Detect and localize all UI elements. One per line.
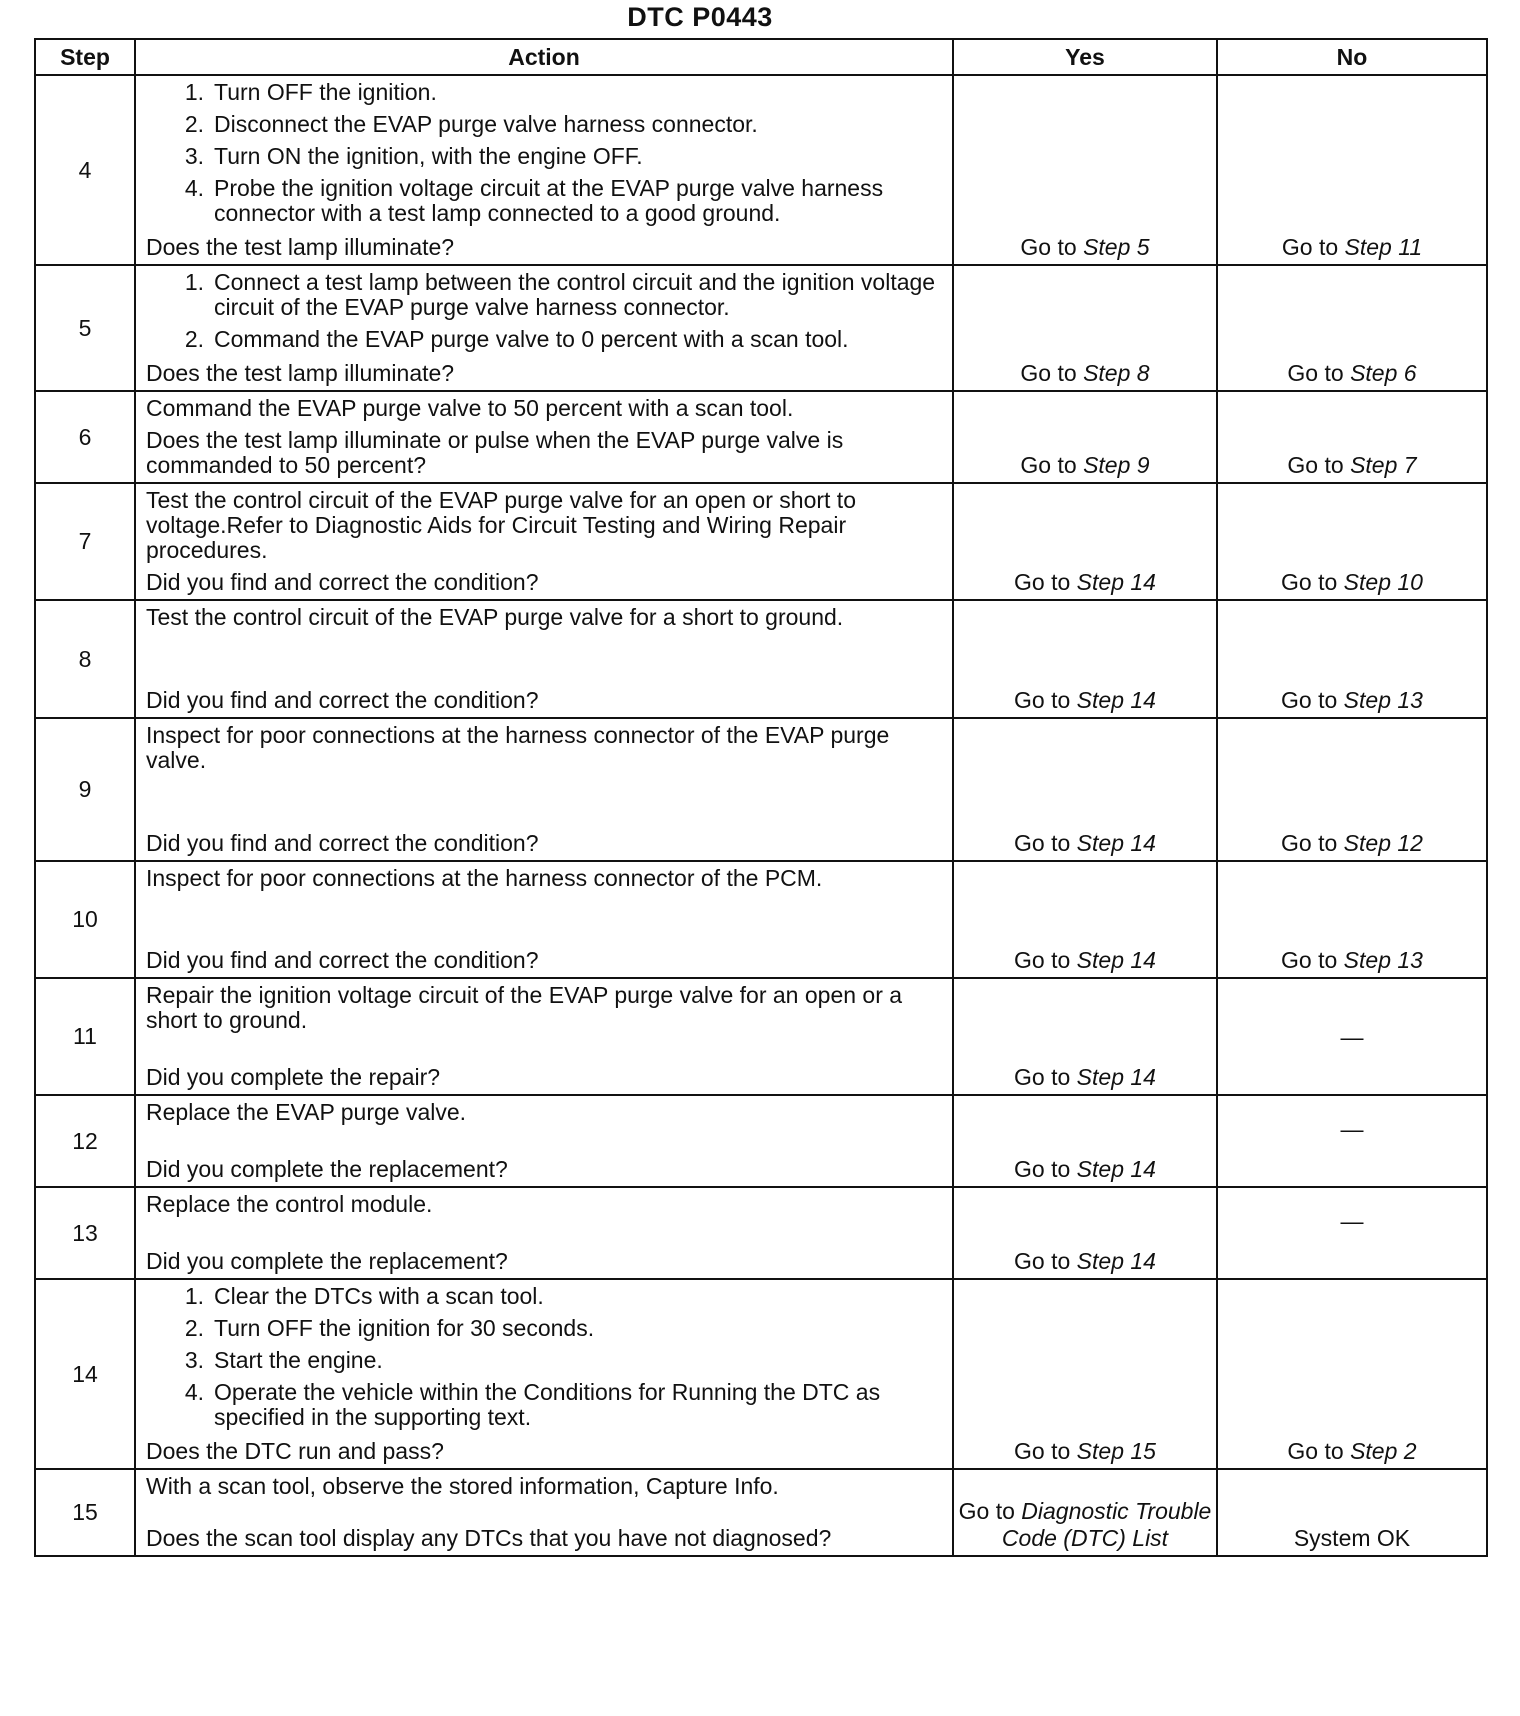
goto-prefix: Go to — [1014, 1248, 1071, 1274]
goto-prefix: Go to — [1281, 830, 1338, 856]
step-number: 8 — [35, 600, 135, 718]
answer-no — [1217, 861, 1487, 978]
goto-target: Step 14 — [1076, 1156, 1156, 1182]
item-text: Start the engine. — [214, 1347, 383, 1373]
header-step: Step — [35, 39, 135, 75]
answer-no — [1217, 978, 1487, 1095]
goto-prefix: Go to — [1014, 1064, 1071, 1090]
procedure-item — [146, 1284, 942, 1309]
action-text: Test the control circuit of the EVAP purge valve for a short to ground. — [146, 604, 844, 630]
step-number: 11 — [35, 978, 135, 1095]
goto-link[interactable] — [1014, 1064, 1156, 1090]
goto-prefix: Go to — [1020, 452, 1077, 478]
procedure-item — [146, 1348, 942, 1373]
action-text: Command the EVAP purge valve to 50 percent with a scan tool. — [146, 395, 794, 421]
goto-link[interactable] — [959, 1498, 1212, 1551]
goto-link[interactable] — [1020, 360, 1149, 386]
item-number: 3. — [184, 143, 204, 169]
goto-link[interactable] — [1281, 830, 1423, 856]
goto-prefix: Go to — [1281, 687, 1338, 713]
action-content — [146, 723, 942, 856]
item-text: Clear the DTCs with a scan tool. — [214, 1283, 544, 1309]
step-number: 14 — [35, 1279, 135, 1469]
goto-link[interactable] — [1014, 1438, 1156, 1464]
procedure-item — [146, 1380, 942, 1430]
step-number: 9 — [35, 718, 135, 861]
goto-target: Step 2 — [1350, 1438, 1417, 1464]
action-content — [146, 396, 942, 478]
action-question: Did you find and correct the condition? — [146, 830, 539, 856]
answer-yes — [953, 978, 1217, 1095]
action-question: Did you find and correct the condition? — [146, 687, 539, 713]
table-row — [35, 1469, 1487, 1556]
answer-no — [1217, 1095, 1487, 1187]
goto-link[interactable] — [1014, 687, 1156, 713]
table-row — [35, 1187, 1487, 1279]
action-cell — [135, 861, 953, 978]
answer-yes — [953, 483, 1217, 600]
answer-no — [1217, 718, 1487, 861]
goto-prefix: Go to — [1287, 452, 1344, 478]
action-question: Does the test lamp illuminate? — [146, 360, 455, 386]
goto-target: Step 13 — [1343, 947, 1423, 973]
table-row — [35, 718, 1487, 861]
goto-link[interactable] — [1020, 234, 1149, 260]
action-cell — [135, 391, 953, 483]
step-number: 7 — [35, 483, 135, 600]
page-title: DTC P0443 — [627, 2, 773, 32]
table-row — [35, 75, 1487, 265]
dash-mark: — — [1340, 1116, 1364, 1142]
goto-prefix: Go to — [1281, 569, 1338, 595]
goto-prefix: Go to — [1014, 830, 1071, 856]
answer-yes — [953, 1095, 1217, 1187]
answer-no — [1217, 265, 1487, 391]
item-text: Turn OFF the ignition for 30 seconds. — [214, 1315, 595, 1341]
answer-yes — [953, 718, 1217, 861]
table-row — [35, 861, 1487, 978]
action-content — [146, 983, 942, 1090]
table-row — [35, 1095, 1487, 1187]
header-yes: Yes — [953, 39, 1217, 75]
action-cell — [135, 483, 953, 600]
action-question: Did you find and correct the condition? — [146, 947, 539, 973]
action-content — [146, 1192, 942, 1274]
goto-target: Step 8 — [1083, 360, 1150, 386]
procedure-item — [146, 144, 942, 169]
header-action: Action — [135, 39, 953, 75]
goto-link[interactable] — [1281, 687, 1423, 713]
procedure-item — [146, 176, 942, 226]
action-cell — [135, 1279, 953, 1469]
action-content — [146, 1474, 942, 1551]
item-number: 4. — [184, 1379, 204, 1405]
item-number: 2. — [184, 326, 204, 352]
action-content — [146, 866, 942, 973]
goto-target: Step 14 — [1076, 569, 1156, 595]
action-content — [146, 605, 942, 713]
answer-yes — [953, 861, 1217, 978]
action-question: Does the scan tool display any DTCs that you have not diagnosed? — [146, 1525, 832, 1551]
goto-prefix: Go to — [958, 1498, 1015, 1524]
answer-yes — [953, 75, 1217, 265]
answer-yes — [953, 1469, 1217, 1556]
procedure-list — [146, 270, 942, 359]
goto-prefix: Go to — [1281, 234, 1339, 260]
item-text: Operate the vehicle within the Conditions for Running the DTC as specified in the supporting text. — [214, 1379, 881, 1430]
procedure-item — [146, 327, 942, 352]
action-content — [146, 1100, 942, 1182]
procedure-item — [146, 112, 942, 137]
goto-link[interactable] — [1014, 1248, 1156, 1274]
step-number: 6 — [35, 391, 135, 483]
action-cell — [135, 600, 953, 718]
goto-target: Step 15 — [1076, 1438, 1156, 1464]
dash-mark: — — [1340, 1024, 1364, 1050]
goto-target: Step 14 — [1076, 947, 1156, 973]
goto-target: Step 14 — [1076, 1064, 1156, 1090]
action-question: Did you complete the replacement? — [146, 1156, 508, 1182]
procedure-item — [146, 1316, 942, 1341]
goto-link[interactable] — [1287, 1438, 1416, 1464]
action-text: With a scan tool, observe the stored information, Capture Info. — [146, 1473, 779, 1499]
action-cell — [135, 1095, 953, 1187]
procedure-list — [146, 1284, 942, 1437]
procedure-item — [146, 270, 942, 320]
goto-target: Step 11 — [1344, 234, 1423, 260]
goto-prefix: Go to — [1014, 1156, 1071, 1182]
goto-target: Step 6 — [1350, 360, 1417, 386]
action-cell — [135, 1469, 953, 1556]
goto-link[interactable] — [1281, 947, 1423, 973]
diagnostic-table — [34, 38, 1488, 1557]
goto-target: Step 10 — [1343, 569, 1423, 595]
step-number: 10 — [35, 861, 135, 978]
goto-target: Step 12 — [1343, 830, 1423, 856]
goto-link[interactable] — [1287, 452, 1416, 478]
item-text: Probe the ignition voltage circuit at the EVAP purge valve harness connector with a test lamp connected to a good ground. — [214, 175, 884, 226]
action-question: Did you complete the repair? — [146, 1064, 441, 1090]
action-question: Did you find and correct the condition? — [146, 569, 539, 595]
goto-target: Step 14 — [1076, 830, 1156, 856]
answer-no — [1217, 1469, 1487, 1556]
action-text: Replace the control module. — [146, 1191, 433, 1217]
goto-link[interactable] — [1282, 234, 1422, 260]
action-cell — [135, 978, 953, 1095]
goto-link[interactable] — [1020, 452, 1149, 478]
table-row — [35, 600, 1487, 718]
answer-yes — [953, 1279, 1217, 1469]
goto-target: Step 14 — [1076, 687, 1156, 713]
item-text: Disconnect the EVAP purge valve harness connector. — [214, 111, 758, 137]
answer-yes — [953, 1187, 1217, 1279]
item-number: 1. — [184, 1283, 204, 1309]
goto-prefix: Go to — [1014, 947, 1071, 973]
table-header-row — [35, 39, 1487, 75]
table-row — [35, 483, 1487, 600]
goto-target: Step 7 — [1350, 452, 1417, 478]
goto-target: Step 9 — [1083, 452, 1150, 478]
action-question: Does the test lamp illuminate? — [146, 234, 455, 260]
goto-prefix: Go to — [1014, 687, 1071, 713]
header-no: No — [1217, 39, 1487, 75]
goto-prefix: Go to — [1020, 234, 1077, 260]
action-content — [146, 80, 942, 260]
answer-no — [1217, 75, 1487, 265]
table-row — [35, 265, 1487, 391]
step-number: 12 — [35, 1095, 135, 1187]
table-body — [35, 75, 1487, 1556]
action-content — [146, 488, 942, 595]
action-cell — [135, 265, 953, 391]
answer-no — [1217, 391, 1487, 483]
answer-yes — [953, 391, 1217, 483]
goto-target: Step 14 — [1076, 1248, 1156, 1274]
answer-yes — [953, 265, 1217, 391]
action-text: Inspect for poor connections at the harness connector of the PCM. — [146, 865, 823, 891]
action-text: Replace the EVAP purge valve. — [146, 1099, 467, 1125]
action-content — [146, 1284, 942, 1464]
dash-mark: — — [1340, 1208, 1364, 1234]
goto-prefix: Go to — [1014, 1438, 1071, 1464]
procedure-list — [146, 80, 942, 233]
goto-target: Diagnostic Trouble Code (DTC) List — [1001, 1498, 1212, 1551]
item-number: 3. — [184, 1347, 204, 1373]
table-row — [35, 391, 1487, 483]
procedure-item — [146, 80, 942, 105]
step-number: 5 — [35, 265, 135, 391]
answer-no — [1217, 1187, 1487, 1279]
goto-target: Step 13 — [1343, 687, 1423, 713]
goto-prefix: Go to — [1281, 947, 1338, 973]
action-content — [146, 270, 942, 386]
answer-yes — [953, 600, 1217, 718]
action-question: Does the test lamp illuminate or pulse when the EVAP purge valve is commanded to 50 percent? — [146, 427, 844, 478]
goto-prefix: Go to — [1287, 360, 1344, 386]
goto-link[interactable] — [1014, 1156, 1156, 1182]
goto-link[interactable] — [1014, 947, 1156, 973]
table-row — [35, 978, 1487, 1095]
item-number: 1. — [184, 269, 204, 295]
item-text: Connect a test lamp between the control circuit and the ignition voltage circuit of the EVAP purge valve harness connector. — [214, 269, 936, 320]
answer-no — [1217, 483, 1487, 600]
goto-prefix: Go to — [1287, 1438, 1344, 1464]
goto-link[interactable] — [1281, 569, 1423, 595]
action-text: Test the control circuit of the EVAP purge valve for an open or short to voltage.Refer to Diagnostic Aids for Circuit Testing and Wiring Repair procedures. — [146, 487, 856, 563]
goto-link[interactable] — [1014, 569, 1156, 595]
step-number: 15 — [35, 1469, 135, 1556]
item-text: Command the EVAP purge valve to 0 percent with a scan tool. — [214, 326, 849, 352]
action-question: Does the DTC run and pass? — [146, 1438, 444, 1464]
table-row — [35, 1279, 1487, 1469]
item-text: Turn OFF the ignition. — [214, 79, 437, 105]
action-text: Repair the ignition voltage circuit of the EVAP purge valve for an open or a short to ground. — [146, 982, 903, 1033]
goto-link[interactable] — [1287, 360, 1416, 386]
goto-target: Step 5 — [1083, 234, 1150, 260]
goto-link[interactable] — [1014, 830, 1156, 856]
goto-prefix: Go to — [1014, 569, 1071, 595]
item-number: 2. — [184, 1315, 204, 1341]
item-number: 2. — [184, 111, 204, 137]
item-number: 4. — [184, 175, 204, 201]
answer-no — [1217, 600, 1487, 718]
action-question: Did you complete the replacement? — [146, 1248, 508, 1274]
step-number: 13 — [35, 1187, 135, 1279]
goto-prefix: Go to — [1020, 360, 1077, 386]
action-cell — [135, 75, 953, 265]
action-text: Inspect for poor connections at the harness connector of the EVAP purge valve. — [146, 722, 890, 773]
item-text: Turn ON the ignition, with the engine OFF. — [214, 143, 643, 169]
step-number: 4 — [35, 75, 135, 265]
item-number: 1. — [184, 79, 204, 105]
action-cell — [135, 718, 953, 861]
answer-no — [1217, 1279, 1487, 1469]
answer-text: System OK — [1293, 1525, 1411, 1551]
action-cell — [135, 1187, 953, 1279]
